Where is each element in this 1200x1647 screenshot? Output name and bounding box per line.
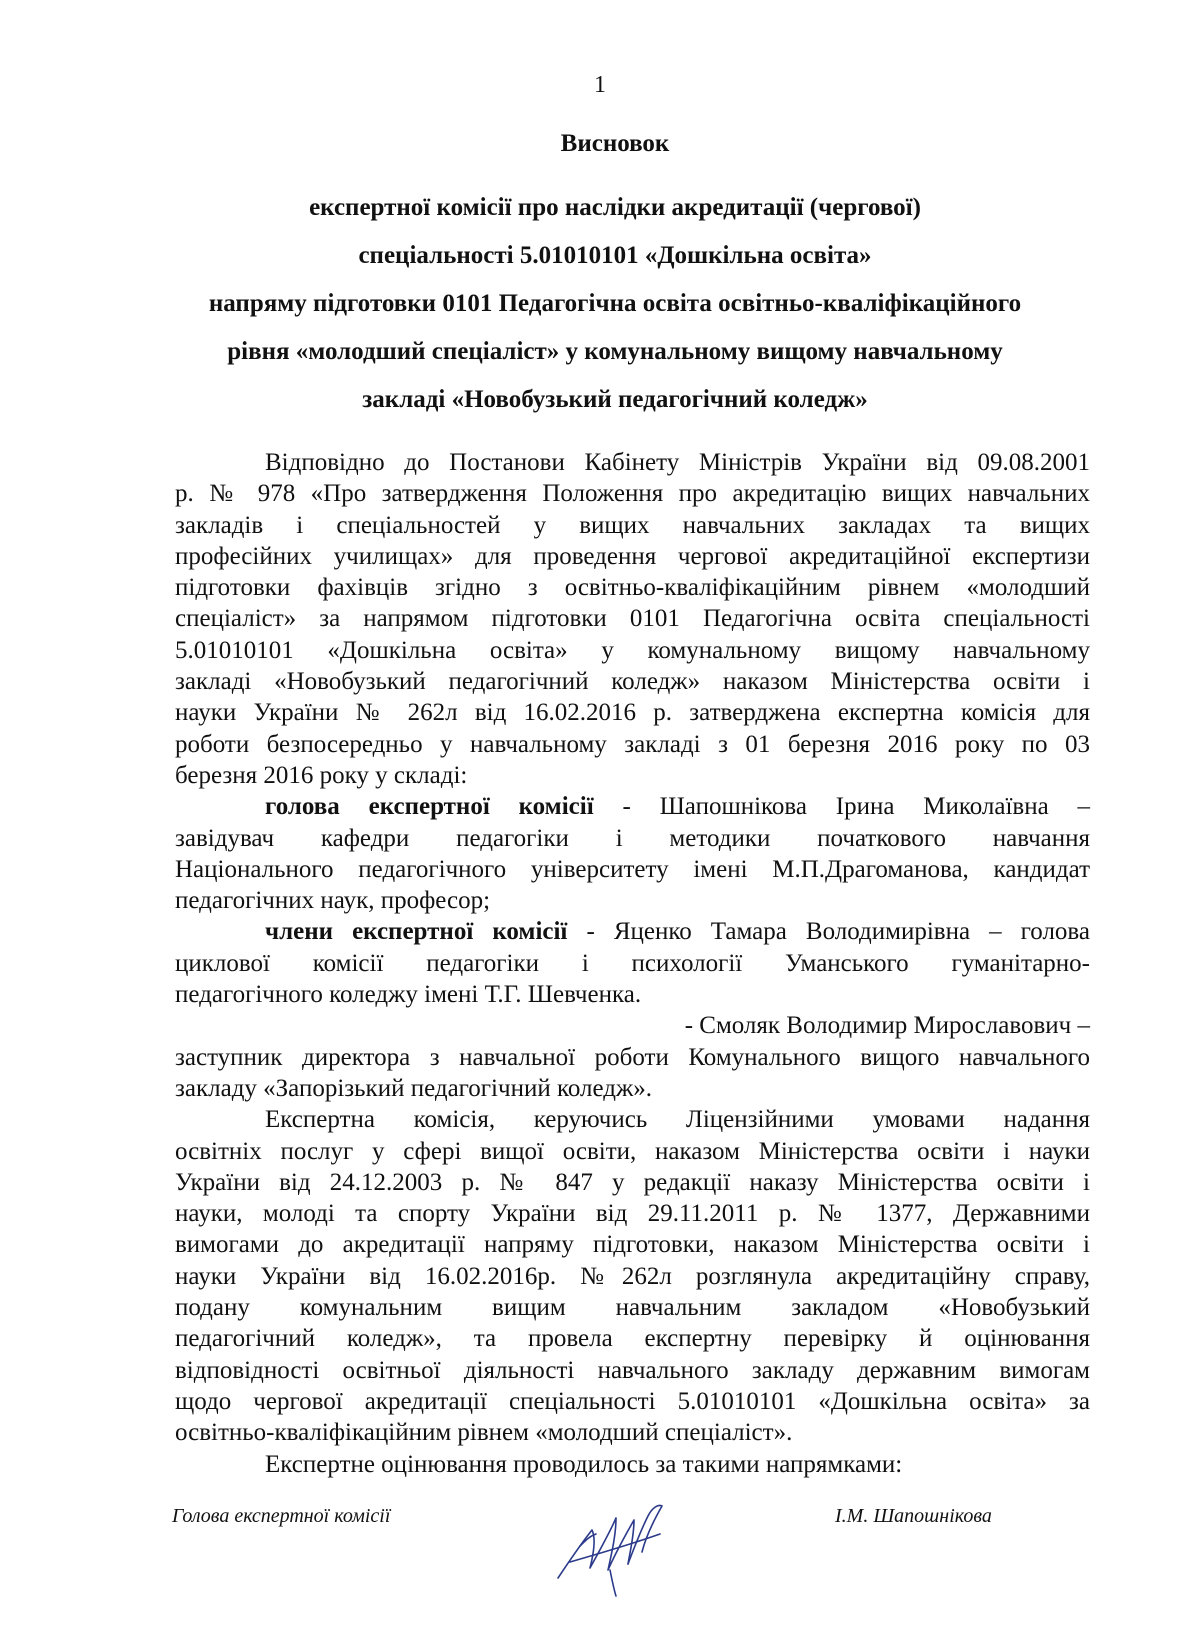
members-label: члени експертної комісії	[265, 918, 568, 946]
paragraph-line: р. № 978 «Про затвердження Положення про акредитацію вищих навчальних	[175, 480, 1090, 508]
footer-role: Голова експертної комісії	[172, 1505, 391, 1527]
document-heading	[150, 120, 1080, 424]
member-line: закладу «Запорізький педагогічний коледж».	[175, 1074, 652, 1102]
paragraph-line: відповідності освітньої діяльності навчального закладу державним вимогам	[175, 1356, 1090, 1384]
member-line: циклової комісії педагогіки і психології Уманського гуманітарно-	[175, 949, 1090, 977]
member-name: - Яценко Тамара Володимирівна – голова	[567, 918, 1090, 946]
paragraph-line: 5.01010101 «Дошкільна освіта» у комунальному вищому навчальному	[175, 636, 1090, 664]
paragraph-line: спеціаліст» за напрямом підготовки 0101 Педагогічна освіта спеціальності	[175, 605, 1090, 633]
member-line: педагогічного коледжу імені Т.Г. Шевченка.	[175, 981, 642, 1009]
paragraph-line: науки України від 16.02.2016р. №262л розглянула акредитаційну справу,	[175, 1262, 1090, 1290]
paragraph-line: березня 2016 року у складі:	[175, 761, 468, 789]
paragraph-review	[175, 1104, 1090, 1448]
heading-line: напряму підготовки 0101 Педагогічна освіта освітньо-кваліфікаційного	[208, 290, 1022, 317]
paragraph-line: освітньо-кваліфікаційним рівнем «молодший спеціаліст».	[175, 1419, 793, 1447]
heading-line: експертної комісії про наслідки акредитації (чергової)	[309, 194, 921, 221]
chair-line: Національного педагогічного університету імені М.П.Драгоманова, кандидат	[175, 855, 1090, 883]
page-number: 1	[594, 72, 606, 98]
paragraph-line: освітніх послуг у сфері вищої освіти, наказом Міністерства освіти і науки	[175, 1137, 1090, 1165]
chair-label: голова експертної комісії	[265, 793, 594, 821]
paragraph-directions: Експертне оцінювання проводилось за такими напрямками:	[265, 1450, 903, 1478]
chair-name: - Шапошнікова Ірина Миколаївна –	[593, 793, 1091, 821]
heading-line: закладі «Новобузький педагогічний коледж»	[362, 386, 868, 413]
member-line: заступник директора з навчальної роботи Комунального вищого навчального	[175, 1043, 1090, 1071]
paragraph-line: професійних училищах» для проведення чергової акредитаційної експертизи	[175, 542, 1090, 570]
document-title: Висновок	[560, 130, 670, 157]
paragraph-line: закладів і спеціальностей у вищих навчальних закладах та вищих	[175, 511, 1090, 539]
heading-line: спеціальності 5.01010101 «Дошкільна освіта»	[358, 242, 872, 269]
chair-first-line	[175, 791, 1090, 822]
second-member-name: - Смоляк Володимир Мирославович –	[684, 1012, 1090, 1040]
paragraph-line: Відповідно до Постанови Кабінету Міністрів України від 09.08.2001	[265, 449, 1090, 476]
paragraph-line: підготовки фахівців згідно з освітньо-кваліфікаційним рівнем «молодший	[175, 574, 1090, 602]
document-body	[175, 447, 1090, 1480]
paragraph-line: щодо чергової акредитації спеціальності 5.01010101 «Дошкільна освіта» за	[175, 1387, 1090, 1415]
paragraph-line: роботи безпосередньо у навчальному закладі з 01 березня 2016 року по 03	[175, 730, 1090, 758]
paragraph-resolution	[175, 447, 1090, 791]
heading-line: рівня «молодший спеціаліст» у комунальному вищому навчальному	[227, 338, 1003, 365]
chair-line: завідувач кафедри педагогіки і методики початкового навчання	[175, 824, 1090, 852]
handwritten-signature	[550, 1490, 680, 1600]
commission-members	[175, 916, 1090, 1104]
paragraph-line: Експертна комісія, керуючись Ліцензійними умовами надання	[265, 1106, 1090, 1134]
paragraph-line: закладі «Новобузький педагогічний коледж» наказом Міністерства освіти і	[175, 668, 1090, 696]
commission-chair	[175, 791, 1090, 916]
paragraph-line: вимогами до акредитації напряму підготовки, наказом Міністерства освіти і	[175, 1231, 1090, 1259]
paragraph-line: України від 24.12.2003 р. № 847 у редакції наказу Міністерства освіти і	[175, 1168, 1090, 1196]
chair-line: педагогічних наук, професор;	[175, 887, 491, 915]
footer-name: І.М. Шапошнікова	[835, 1505, 992, 1527]
paragraph-line: науки, молоді та спорту України від 29.11.2011 р. № 1377, Державними	[175, 1200, 1090, 1228]
paragraph-line: науки України № 262л від 16.02.2016 р. затверджена експертна комісія для	[175, 699, 1090, 727]
paragraph-line: подану комунальним вищим навчальним закладом «Новобузький	[175, 1294, 1090, 1322]
members-first-line	[175, 916, 1090, 947]
paragraph-line: педагогічний коледж», та провела експертну перевірку й оцінювання	[175, 1325, 1090, 1353]
